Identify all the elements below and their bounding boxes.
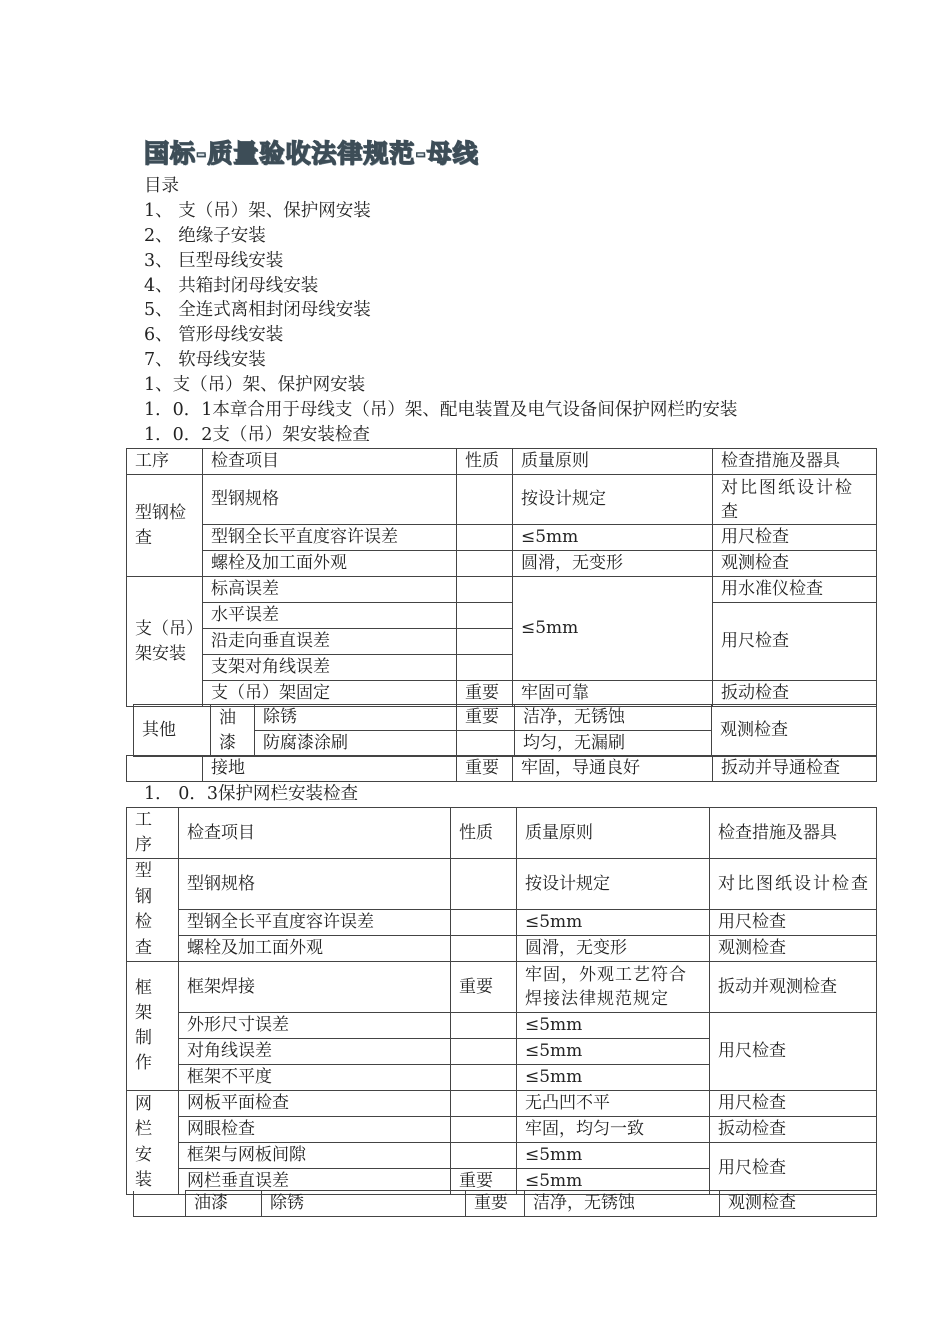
- table-cell: 重要: [466, 1191, 525, 1217]
- table-cell: 框架与网板间隙: [179, 1143, 451, 1169]
- table-cell: ≤5mm: [517, 1169, 710, 1195]
- group-label: 框架制作: [127, 962, 179, 1091]
- table-cell: 用尺检查: [710, 1143, 877, 1195]
- table-cell: 对比图纸设计检查: [710, 859, 877, 910]
- table-header: 工序: [127, 449, 203, 475]
- table-cell: 防腐漆涂刷: [255, 731, 457, 757]
- table-cell: 用尺检查: [710, 1013, 877, 1091]
- table-cell: 重要: [451, 1169, 517, 1195]
- table-cell: ≤5mm: [513, 577, 713, 681]
- table-header: 检查项目: [179, 808, 451, 859]
- table-cell: [451, 1065, 517, 1091]
- table-cell: 扳动检查: [713, 681, 877, 707]
- table-cell: [457, 475, 513, 525]
- table-cell: 观测检查: [712, 705, 877, 757]
- table-cell: 洁净，无锈蚀: [515, 705, 712, 731]
- table-cell: 标高误差: [203, 577, 457, 603]
- table-cell: 除锈: [255, 705, 457, 731]
- group-label: 型钢检查: [127, 475, 203, 577]
- table-cell: 扳动检查: [710, 1117, 877, 1143]
- table-cell: ≤5mm: [517, 1143, 710, 1169]
- table-cell: 牢固，导通良好: [513, 756, 713, 782]
- table-cell: 螺栓及加工面外观: [179, 936, 451, 962]
- table-cell: 框架不平度: [179, 1065, 451, 1091]
- table-cell: 按设计规定: [513, 475, 713, 525]
- table-cell: [457, 731, 515, 757]
- section-paragraph: 1．0．2支（吊）架安装检查: [144, 424, 370, 445]
- section-paragraph: 1．0．1本章合用于母线支（吊）架、配电装置及电气设备间保护网栏旳安装: [144, 400, 738, 421]
- table-cell: 用水准仪检查: [713, 577, 877, 603]
- table-cell: 型钢规格: [179, 859, 451, 910]
- table-cell: 型钢规格: [203, 475, 457, 525]
- table-cell: [127, 756, 203, 782]
- table-cell: 牢固，外观工艺符合焊接法律规范规定: [517, 962, 710, 1013]
- table-cell: 无凸凹不平: [517, 1091, 710, 1117]
- table-cell: [451, 910, 517, 936]
- toc-item: 4、 共箱封闭母线安装: [144, 275, 319, 296]
- table-cell: 网栏垂直误差: [179, 1169, 451, 1195]
- group-label: 网栏安装: [127, 1091, 179, 1195]
- table-cell: [451, 1039, 517, 1065]
- table-cell: ≤5mm: [517, 910, 710, 936]
- table-cell: 型钢全长平直度容许误差: [203, 525, 457, 551]
- bracket-inspection-table: [126, 448, 877, 707]
- table-cell: 水平误差: [203, 603, 457, 629]
- table-cell: 观测检查: [710, 936, 877, 962]
- table-cell: 重要: [451, 962, 517, 1013]
- table-cell: 外形尺寸误差: [179, 1013, 451, 1039]
- table-cell: 观测检查: [720, 1191, 877, 1217]
- table-cell: 油漆: [186, 1191, 262, 1217]
- sub-group-label: 油漆: [211, 705, 255, 757]
- section-heading: 1、支（吊）架、保护网安装: [144, 375, 366, 396]
- table-cell: 观测检查: [713, 551, 877, 577]
- table-cell: 按设计规定: [517, 859, 710, 910]
- group-label: 型钢检查: [127, 859, 179, 962]
- table-header: 性质: [457, 449, 513, 475]
- table-cell: ≤5mm: [517, 1065, 710, 1091]
- toc-item: 3、 巨型母线安装: [144, 250, 284, 271]
- toc-item: 2、 绝缘子安装: [144, 225, 266, 246]
- toc-item: 5、 全连式离相封闭母线安装: [144, 300, 371, 321]
- table-cell: [451, 1013, 517, 1039]
- table-cell: 支架对角线误差: [203, 655, 457, 681]
- table-cell: 支（吊）架固定: [203, 681, 457, 707]
- table-cell: 网板平面检查: [179, 1091, 451, 1117]
- table-cell: 用尺检查: [710, 1091, 877, 1117]
- table-cell: 型钢全长平直度容许误差: [179, 910, 451, 936]
- table-cell: 框架焊接: [179, 962, 451, 1013]
- table-cell: [457, 525, 513, 551]
- table-cell: 用尺检查: [710, 910, 877, 936]
- table-cell: [457, 655, 513, 681]
- table-cell: 重要: [457, 705, 515, 731]
- table-cell: ≤5mm: [517, 1013, 710, 1039]
- table-cell: [457, 629, 513, 655]
- document-title: 国标-质量验收法律规范-母线: [144, 139, 479, 168]
- table-cell: ≤5mm: [517, 1039, 710, 1065]
- table-cell: 重要: [457, 681, 513, 707]
- table-header: 检查项目: [203, 449, 457, 475]
- section-paragraph: 1． 0．3保护网栏安装检查: [144, 784, 358, 804]
- table-cell: 扳动并观测检查: [710, 962, 877, 1013]
- group-label: 支（吊）架安装: [127, 577, 203, 707]
- table-cell: 牢固，均匀一致: [517, 1117, 710, 1143]
- table-cell: 圆滑，无变形: [513, 551, 713, 577]
- table-cell: [451, 1091, 517, 1117]
- group-label: 其他: [134, 705, 211, 757]
- table-cell: [457, 577, 513, 603]
- table-cell: 对角线误差: [179, 1039, 451, 1065]
- table-cell: 除锈: [262, 1191, 466, 1217]
- table-cell: 对比图纸设计检查: [713, 475, 877, 525]
- table-cell: 圆滑，无变形: [517, 936, 710, 962]
- table-header: 工序: [127, 808, 179, 859]
- toc-item: 7、 软母线安装: [144, 350, 266, 371]
- table-cell: 螺栓及加工面外观: [203, 551, 457, 577]
- table-cell: [451, 936, 517, 962]
- table-header: 质量原则: [517, 808, 710, 859]
- table-cell: 接地: [203, 756, 457, 782]
- table-cell: [457, 551, 513, 577]
- toc-item: 6、 管形母线安装: [144, 325, 284, 346]
- table-cell: [451, 1143, 517, 1169]
- toc-heading: 目录: [144, 176, 179, 196]
- ground-row-table: [126, 755, 877, 782]
- other-subtable: [133, 704, 877, 757]
- toc-item: 1、 支（吊）架、保护网安装: [144, 200, 371, 221]
- table-cell: 沿走向垂直误差: [203, 629, 457, 655]
- table-cell: 均匀，无漏刷: [515, 731, 712, 757]
- table-cell: 扳动并导通检查: [713, 756, 877, 782]
- paint-subtable: [133, 1190, 877, 1217]
- fence-inspection-table: [126, 807, 877, 1195]
- table-cell: 重要: [457, 756, 513, 782]
- table-header: 质量原则: [513, 449, 713, 475]
- table-header: 性质: [451, 808, 517, 859]
- table-cell: [457, 603, 513, 629]
- table-cell: 用尺检查: [713, 603, 877, 681]
- table-cell: ≤5mm: [513, 525, 713, 551]
- table-header: 检查措施及器具: [713, 449, 877, 475]
- table-header: 检查措施及器具: [710, 808, 877, 859]
- table-cell: 网眼检查: [179, 1117, 451, 1143]
- table-cell: [451, 1117, 517, 1143]
- table-cell: [451, 859, 517, 910]
- table-cell: 洁净，无锈蚀: [525, 1191, 720, 1217]
- table-cell: 牢固可靠: [513, 681, 713, 707]
- table-cell: 用尺检查: [713, 525, 877, 551]
- toc-list: [144, 174, 737, 448]
- table-cell: [134, 1191, 186, 1217]
